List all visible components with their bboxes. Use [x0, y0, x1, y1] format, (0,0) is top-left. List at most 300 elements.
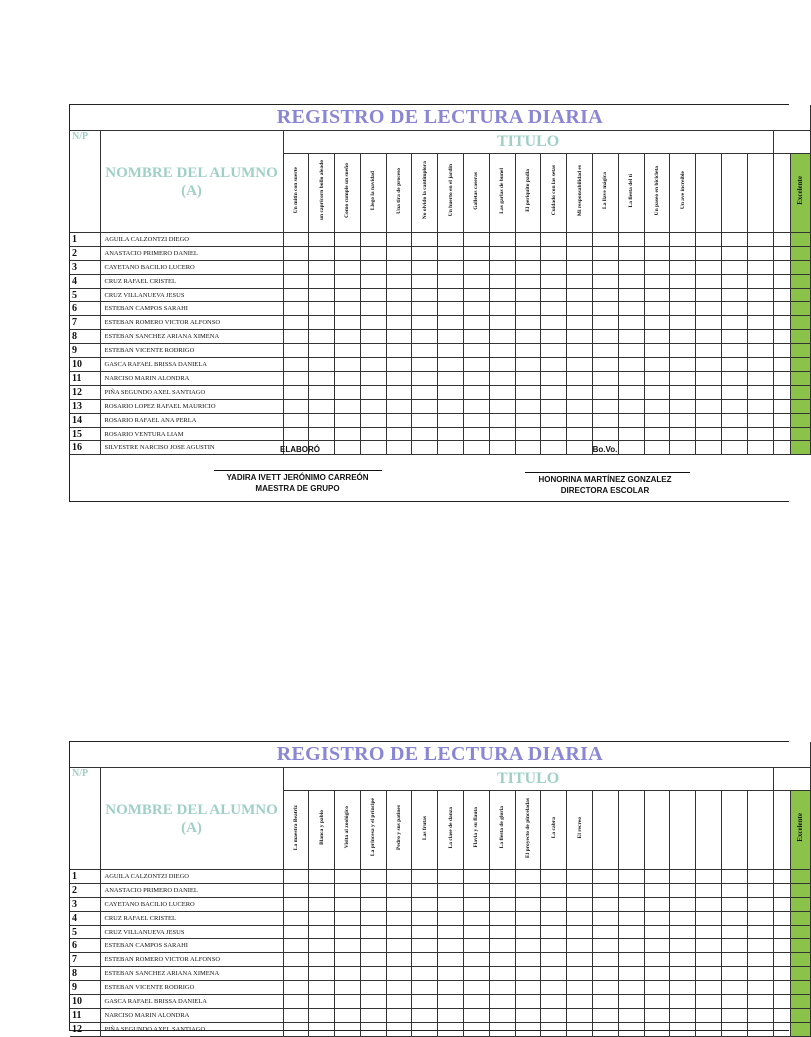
reading-check-cell[interactable]	[489, 316, 515, 330]
reading-check-cell[interactable]	[412, 330, 438, 344]
reading-check-cell[interactable]	[438, 1023, 464, 1037]
reading-check-cell[interactable]	[335, 358, 361, 372]
reading-check-cell[interactable]	[360, 1009, 386, 1023]
reading-check-cell[interactable]	[360, 261, 386, 275]
reading-check-cell[interactable]	[618, 870, 644, 884]
reading-check-cell[interactable]	[386, 981, 412, 995]
reading-check-cell[interactable]	[412, 870, 438, 884]
reading-check-cell[interactable]	[747, 1009, 773, 1023]
reading-check-cell[interactable]	[335, 967, 361, 981]
reading-check-cell[interactable]	[644, 1023, 670, 1037]
reading-check-cell[interactable]	[618, 428, 644, 441]
reading-check-cell[interactable]	[438, 898, 464, 912]
reading-check-cell[interactable]	[335, 939, 361, 953]
reading-check-cell[interactable]	[386, 870, 412, 884]
reading-check-cell[interactable]	[747, 372, 773, 386]
reading-check-cell[interactable]	[438, 1009, 464, 1023]
reading-check-cell[interactable]	[722, 912, 748, 926]
reading-check-cell[interactable]	[618, 912, 644, 926]
reading-check-cell[interactable]	[722, 441, 748, 455]
reading-check-cell[interactable]	[593, 289, 619, 302]
reading-check-cell[interactable]	[670, 289, 696, 302]
reading-check-cell[interactable]	[722, 400, 748, 414]
reading-check-cell[interactable]	[464, 372, 490, 386]
reading-check-cell[interactable]	[567, 414, 593, 428]
reading-check-cell[interactable]	[515, 926, 541, 939]
reading-check-cell[interactable]	[464, 967, 490, 981]
reading-check-cell[interactable]	[283, 330, 309, 344]
reading-check-cell[interactable]	[386, 261, 412, 275]
reading-check-cell[interactable]	[593, 414, 619, 428]
reading-check-cell[interactable]	[670, 302, 696, 316]
reading-check-cell[interactable]	[464, 275, 490, 289]
reading-check-cell[interactable]	[283, 247, 309, 261]
reading-check-cell[interactable]	[335, 414, 361, 428]
reading-check-cell[interactable]	[618, 330, 644, 344]
reading-check-cell[interactable]	[335, 233, 361, 247]
reading-check-cell[interactable]	[489, 967, 515, 981]
reading-check-cell[interactable]	[747, 981, 773, 995]
reading-check-cell[interactable]	[360, 414, 386, 428]
reading-check-cell[interactable]	[489, 870, 515, 884]
reading-check-cell[interactable]	[722, 995, 748, 1009]
reading-check-cell[interactable]	[618, 939, 644, 953]
reading-check-cell[interactable]	[722, 302, 748, 316]
reading-check-cell[interactable]	[283, 981, 309, 995]
reading-check-cell[interactable]	[438, 428, 464, 441]
reading-check-cell[interactable]	[464, 289, 490, 302]
reading-check-cell[interactable]	[515, 261, 541, 275]
reading-check-cell[interactable]	[722, 233, 748, 247]
reading-check-cell[interactable]	[567, 302, 593, 316]
reading-check-cell[interactable]	[722, 275, 748, 289]
reading-check-cell[interactable]	[283, 884, 309, 898]
reading-check-cell[interactable]	[515, 870, 541, 884]
reading-check-cell[interactable]	[593, 247, 619, 261]
reading-check-cell[interactable]	[515, 441, 541, 455]
reading-check-cell[interactable]	[541, 939, 567, 953]
reading-check-cell[interactable]	[412, 1009, 438, 1023]
reading-check-cell[interactable]	[360, 953, 386, 967]
reading-check-cell[interactable]	[670, 275, 696, 289]
reading-check-cell[interactable]	[722, 1023, 748, 1037]
reading-check-cell[interactable]	[335, 372, 361, 386]
reading-check-cell[interactable]	[567, 995, 593, 1009]
reading-check-cell[interactable]	[515, 316, 541, 330]
reading-check-cell[interactable]	[696, 967, 722, 981]
reading-check-cell[interactable]	[747, 953, 773, 967]
reading-check-cell[interactable]	[515, 981, 541, 995]
reading-check-cell[interactable]	[489, 233, 515, 247]
reading-check-cell[interactable]	[644, 926, 670, 939]
reading-check-cell[interactable]	[722, 386, 748, 400]
reading-check-cell[interactable]	[335, 289, 361, 302]
reading-check-cell[interactable]	[360, 884, 386, 898]
reading-check-cell[interactable]	[489, 344, 515, 358]
reading-check-cell[interactable]	[360, 386, 386, 400]
reading-check-cell[interactable]	[618, 995, 644, 1009]
reading-check-cell[interactable]	[283, 233, 309, 247]
reading-check-cell[interactable]	[567, 372, 593, 386]
reading-check-cell[interactable]	[489, 247, 515, 261]
reading-check-cell[interactable]	[670, 898, 696, 912]
reading-check-cell[interactable]	[412, 261, 438, 275]
reading-check-cell[interactable]	[335, 302, 361, 316]
reading-check-cell[interactable]	[360, 870, 386, 884]
reading-check-cell[interactable]	[747, 386, 773, 400]
reading-check-cell[interactable]	[412, 372, 438, 386]
reading-check-cell[interactable]	[386, 400, 412, 414]
reading-check-cell[interactable]	[644, 884, 670, 898]
reading-check-cell[interactable]	[438, 261, 464, 275]
reading-check-cell[interactable]	[438, 414, 464, 428]
reading-check-cell[interactable]	[567, 400, 593, 414]
reading-check-cell[interactable]	[438, 870, 464, 884]
reading-check-cell[interactable]	[489, 358, 515, 372]
reading-check-cell[interactable]	[618, 400, 644, 414]
reading-check-cell[interactable]	[722, 939, 748, 953]
reading-check-cell[interactable]	[644, 870, 670, 884]
reading-check-cell[interactable]	[464, 912, 490, 926]
reading-check-cell[interactable]	[670, 400, 696, 414]
reading-check-cell[interactable]	[360, 316, 386, 330]
reading-check-cell[interactable]	[489, 939, 515, 953]
reading-check-cell[interactable]	[541, 995, 567, 1009]
reading-check-cell[interactable]	[644, 358, 670, 372]
reading-check-cell[interactable]	[360, 275, 386, 289]
reading-check-cell[interactable]	[696, 884, 722, 898]
reading-check-cell[interactable]	[283, 1023, 309, 1037]
reading-check-cell[interactable]	[618, 884, 644, 898]
reading-check-cell[interactable]	[464, 302, 490, 316]
reading-check-cell[interactable]	[515, 967, 541, 981]
reading-check-cell[interactable]	[722, 428, 748, 441]
reading-check-cell[interactable]	[309, 981, 335, 995]
reading-check-cell[interactable]	[412, 441, 438, 455]
reading-check-cell[interactable]	[489, 330, 515, 344]
reading-check-cell[interactable]	[567, 1009, 593, 1023]
reading-check-cell[interactable]	[644, 386, 670, 400]
reading-check-cell[interactable]	[696, 275, 722, 289]
reading-check-cell[interactable]	[438, 926, 464, 939]
reading-check-cell[interactable]	[283, 400, 309, 414]
reading-check-cell[interactable]	[541, 1023, 567, 1037]
reading-check-cell[interactable]	[747, 316, 773, 330]
reading-check-cell[interactable]	[283, 344, 309, 358]
reading-check-cell[interactable]	[309, 302, 335, 316]
reading-check-cell[interactable]	[722, 247, 748, 261]
reading-check-cell[interactable]	[309, 261, 335, 275]
reading-check-cell[interactable]	[644, 912, 670, 926]
reading-check-cell[interactable]	[567, 912, 593, 926]
reading-check-cell[interactable]	[360, 981, 386, 995]
reading-check-cell[interactable]	[386, 414, 412, 428]
reading-check-cell[interactable]	[593, 400, 619, 414]
reading-check-cell[interactable]	[747, 302, 773, 316]
reading-check-cell[interactable]	[360, 233, 386, 247]
reading-check-cell[interactable]	[567, 386, 593, 400]
reading-check-cell[interactable]	[593, 316, 619, 330]
reading-check-cell[interactable]	[567, 953, 593, 967]
reading-check-cell[interactable]	[722, 344, 748, 358]
reading-check-cell[interactable]	[360, 330, 386, 344]
reading-check-cell[interactable]	[644, 995, 670, 1009]
reading-check-cell[interactable]	[309, 428, 335, 441]
reading-check-cell[interactable]	[309, 344, 335, 358]
reading-check-cell[interactable]	[360, 247, 386, 261]
reading-check-cell[interactable]	[360, 1023, 386, 1037]
reading-check-cell[interactable]	[541, 912, 567, 926]
reading-check-cell[interactable]	[283, 870, 309, 884]
reading-check-cell[interactable]	[722, 898, 748, 912]
reading-check-cell[interactable]	[309, 995, 335, 1009]
reading-check-cell[interactable]	[593, 372, 619, 386]
reading-check-cell[interactable]	[567, 344, 593, 358]
reading-check-cell[interactable]	[335, 330, 361, 344]
reading-check-cell[interactable]	[309, 953, 335, 967]
reading-check-cell[interactable]	[309, 1009, 335, 1023]
reading-check-cell[interactable]	[438, 275, 464, 289]
reading-check-cell[interactable]	[593, 912, 619, 926]
reading-check-cell[interactable]	[696, 870, 722, 884]
reading-check-cell[interactable]	[438, 358, 464, 372]
reading-check-cell[interactable]	[386, 302, 412, 316]
reading-check-cell[interactable]	[670, 441, 696, 455]
reading-check-cell[interactable]	[489, 414, 515, 428]
reading-check-cell[interactable]	[283, 302, 309, 316]
reading-check-cell[interactable]	[722, 358, 748, 372]
reading-check-cell[interactable]	[696, 939, 722, 953]
reading-check-cell[interactable]	[309, 247, 335, 261]
reading-check-cell[interactable]	[335, 316, 361, 330]
reading-check-cell[interactable]	[309, 275, 335, 289]
reading-check-cell[interactable]	[747, 414, 773, 428]
reading-check-cell[interactable]	[412, 233, 438, 247]
reading-check-cell[interactable]	[309, 400, 335, 414]
reading-check-cell[interactable]	[412, 247, 438, 261]
reading-check-cell[interactable]	[618, 926, 644, 939]
reading-check-cell[interactable]	[283, 1009, 309, 1023]
reading-check-cell[interactable]	[541, 275, 567, 289]
reading-check-cell[interactable]	[335, 344, 361, 358]
reading-check-cell[interactable]	[670, 884, 696, 898]
reading-check-cell[interactable]	[489, 275, 515, 289]
reading-check-cell[interactable]	[696, 247, 722, 261]
reading-check-cell[interactable]	[309, 330, 335, 344]
reading-check-cell[interactable]	[593, 344, 619, 358]
reading-check-cell[interactable]	[593, 870, 619, 884]
reading-check-cell[interactable]	[438, 289, 464, 302]
reading-check-cell[interactable]	[309, 870, 335, 884]
reading-check-cell[interactable]	[515, 358, 541, 372]
reading-check-cell[interactable]	[386, 330, 412, 344]
reading-check-cell[interactable]	[696, 1009, 722, 1023]
reading-check-cell[interactable]	[386, 926, 412, 939]
reading-check-cell[interactable]	[541, 428, 567, 441]
reading-check-cell[interactable]	[644, 1009, 670, 1023]
reading-check-cell[interactable]	[309, 884, 335, 898]
reading-check-cell[interactable]	[747, 967, 773, 981]
reading-check-cell[interactable]	[747, 995, 773, 1009]
reading-check-cell[interactable]	[335, 981, 361, 995]
reading-check-cell[interactable]	[541, 414, 567, 428]
reading-check-cell[interactable]	[360, 358, 386, 372]
reading-check-cell[interactable]	[438, 386, 464, 400]
reading-check-cell[interactable]	[722, 870, 748, 884]
reading-check-cell[interactable]	[412, 1023, 438, 1037]
reading-check-cell[interactable]	[567, 358, 593, 372]
reading-check-cell[interactable]	[722, 967, 748, 981]
reading-check-cell[interactable]	[747, 898, 773, 912]
reading-check-cell[interactable]	[386, 1009, 412, 1023]
reading-check-cell[interactable]	[593, 330, 619, 344]
reading-check-cell[interactable]	[464, 981, 490, 995]
reading-check-cell[interactable]	[644, 233, 670, 247]
reading-check-cell[interactable]	[541, 289, 567, 302]
reading-check-cell[interactable]	[515, 995, 541, 1009]
reading-check-cell[interactable]	[438, 400, 464, 414]
reading-check-cell[interactable]	[283, 912, 309, 926]
reading-check-cell[interactable]	[644, 400, 670, 414]
reading-check-cell[interactable]	[464, 233, 490, 247]
reading-check-cell[interactable]	[438, 981, 464, 995]
reading-check-cell[interactable]	[360, 289, 386, 302]
reading-check-cell[interactable]	[644, 898, 670, 912]
reading-check-cell[interactable]	[644, 939, 670, 953]
reading-check-cell[interactable]	[670, 330, 696, 344]
reading-check-cell[interactable]	[541, 1009, 567, 1023]
reading-check-cell[interactable]	[515, 344, 541, 358]
reading-check-cell[interactable]	[489, 898, 515, 912]
reading-check-cell[interactable]	[567, 884, 593, 898]
reading-check-cell[interactable]	[696, 995, 722, 1009]
reading-check-cell[interactable]	[464, 414, 490, 428]
reading-check-cell[interactable]	[593, 995, 619, 1009]
reading-check-cell[interactable]	[696, 953, 722, 967]
reading-check-cell[interactable]	[696, 1023, 722, 1037]
reading-check-cell[interactable]	[309, 289, 335, 302]
reading-check-cell[interactable]	[464, 898, 490, 912]
reading-check-cell[interactable]	[386, 233, 412, 247]
reading-check-cell[interactable]	[618, 275, 644, 289]
reading-check-cell[interactable]	[464, 1023, 490, 1037]
reading-check-cell[interactable]	[567, 967, 593, 981]
reading-check-cell[interactable]	[335, 912, 361, 926]
reading-check-cell[interactable]	[696, 414, 722, 428]
reading-check-cell[interactable]	[438, 939, 464, 953]
reading-check-cell[interactable]	[464, 995, 490, 1009]
reading-check-cell[interactable]	[489, 386, 515, 400]
reading-check-cell[interactable]	[722, 926, 748, 939]
reading-check-cell[interactable]	[747, 247, 773, 261]
reading-check-cell[interactable]	[464, 441, 490, 455]
reading-check-cell[interactable]	[670, 372, 696, 386]
reading-check-cell[interactable]	[541, 386, 567, 400]
reading-check-cell[interactable]	[515, 400, 541, 414]
reading-check-cell[interactable]	[515, 275, 541, 289]
reading-check-cell[interactable]	[489, 302, 515, 316]
reading-check-cell[interactable]	[541, 316, 567, 330]
reading-check-cell[interactable]	[696, 289, 722, 302]
reading-check-cell[interactable]	[335, 995, 361, 1009]
reading-check-cell[interactable]	[593, 926, 619, 939]
reading-check-cell[interactable]	[696, 316, 722, 330]
reading-check-cell[interactable]	[747, 289, 773, 302]
reading-check-cell[interactable]	[489, 400, 515, 414]
reading-check-cell[interactable]	[644, 247, 670, 261]
reading-check-cell[interactable]	[567, 233, 593, 247]
reading-check-cell[interactable]	[438, 316, 464, 330]
reading-check-cell[interactable]	[747, 261, 773, 275]
reading-check-cell[interactable]	[567, 428, 593, 441]
reading-check-cell[interactable]	[593, 302, 619, 316]
reading-check-cell[interactable]	[386, 884, 412, 898]
reading-check-cell[interactable]	[335, 261, 361, 275]
reading-check-cell[interactable]	[670, 995, 696, 1009]
reading-check-cell[interactable]	[412, 912, 438, 926]
reading-check-cell[interactable]	[567, 289, 593, 302]
reading-check-cell[interactable]	[696, 233, 722, 247]
reading-check-cell[interactable]	[541, 358, 567, 372]
reading-check-cell[interactable]	[644, 428, 670, 441]
reading-check-cell[interactable]	[722, 953, 748, 967]
reading-check-cell[interactable]	[360, 372, 386, 386]
reading-check-cell[interactable]	[696, 400, 722, 414]
reading-check-cell[interactable]	[696, 428, 722, 441]
reading-check-cell[interactable]	[541, 261, 567, 275]
reading-check-cell[interactable]	[309, 912, 335, 926]
reading-check-cell[interactable]	[618, 1009, 644, 1023]
reading-check-cell[interactable]	[489, 372, 515, 386]
reading-check-cell[interactable]	[670, 870, 696, 884]
reading-check-cell[interactable]	[593, 967, 619, 981]
reading-check-cell[interactable]	[722, 330, 748, 344]
reading-check-cell[interactable]	[618, 316, 644, 330]
reading-check-cell[interactable]	[412, 344, 438, 358]
reading-check-cell[interactable]	[360, 926, 386, 939]
reading-check-cell[interactable]	[593, 358, 619, 372]
reading-check-cell[interactable]	[515, 247, 541, 261]
reading-check-cell[interactable]	[335, 275, 361, 289]
reading-check-cell[interactable]	[386, 344, 412, 358]
reading-check-cell[interactable]	[670, 358, 696, 372]
reading-check-cell[interactable]	[489, 289, 515, 302]
reading-check-cell[interactable]	[489, 884, 515, 898]
reading-check-cell[interactable]	[722, 261, 748, 275]
reading-check-cell[interactable]	[618, 261, 644, 275]
reading-check-cell[interactable]	[696, 898, 722, 912]
reading-check-cell[interactable]	[489, 1009, 515, 1023]
reading-check-cell[interactable]	[618, 302, 644, 316]
reading-check-cell[interactable]	[747, 939, 773, 953]
reading-check-cell[interactable]	[593, 261, 619, 275]
reading-check-cell[interactable]	[412, 275, 438, 289]
reading-check-cell[interactable]	[747, 428, 773, 441]
reading-check-cell[interactable]	[593, 428, 619, 441]
reading-check-cell[interactable]	[309, 233, 335, 247]
reading-check-cell[interactable]	[747, 275, 773, 289]
reading-check-cell[interactable]	[593, 386, 619, 400]
reading-check-cell[interactable]	[670, 233, 696, 247]
reading-check-cell[interactable]	[747, 870, 773, 884]
reading-check-cell[interactable]	[670, 967, 696, 981]
reading-check-cell[interactable]	[489, 428, 515, 441]
reading-check-cell[interactable]	[696, 386, 722, 400]
reading-check-cell[interactable]	[283, 372, 309, 386]
reading-check-cell[interactable]	[283, 289, 309, 302]
reading-check-cell[interactable]	[335, 400, 361, 414]
reading-check-cell[interactable]	[386, 275, 412, 289]
